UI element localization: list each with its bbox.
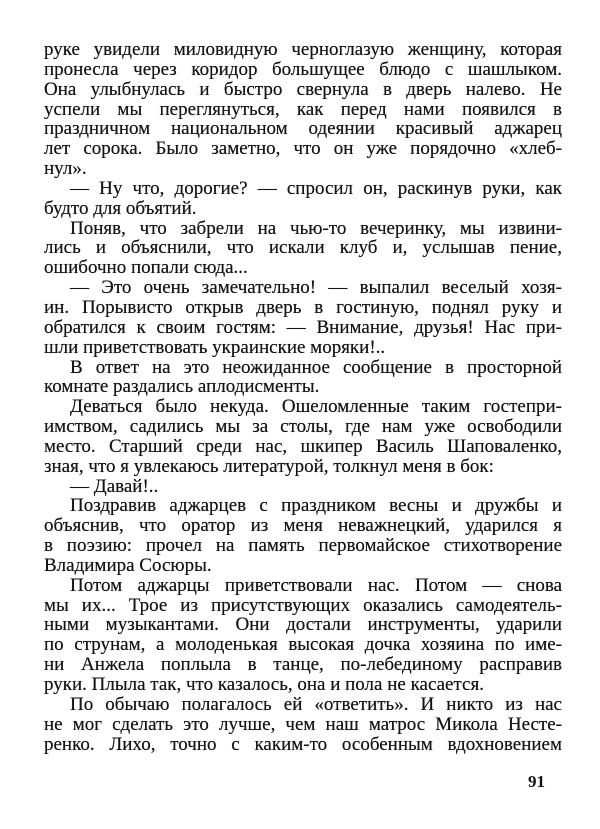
text-line: лись и объяснили, что искали клуб и, услышав пение, bbox=[44, 238, 562, 259]
text-line: ни Анжела поплыла в танце, по-лебединому расправив bbox=[44, 655, 562, 675]
paragraph bbox=[44, 397, 562, 476]
text-line: — Ну что, дорогие? — спросил он, раскинув руки, как bbox=[70, 178, 562, 199]
text-line: руке увидели миловидную черноглазую женщину, которая bbox=[44, 40, 562, 60]
text-line: пронесла через коридор большущее блюдо с шашлыком. bbox=[44, 59, 562, 80]
text-line: — Давай!.. bbox=[70, 475, 159, 497]
text-line: успели мы переглянуться, как перед нами появился в bbox=[44, 99, 562, 120]
text-line: Деваться было некуда. Ошеломленные таким гостепри- bbox=[70, 397, 562, 418]
paragraph bbox=[44, 496, 562, 575]
text-line: комнате раздались аплодисменты. bbox=[44, 376, 320, 398]
text-line: по струнам, а молоденькая высокая дочка хозяина по име- bbox=[44, 635, 562, 656]
text-line: ин. Порывисто открыв дверь в гостиную, поднял руку и bbox=[44, 297, 562, 318]
text-line: Поздравив аджарцев с праздником весны и дружбы и bbox=[70, 496, 562, 517]
text-line: нул». bbox=[44, 158, 87, 180]
book-page-text bbox=[44, 40, 562, 754]
text-line: обратился к своим гостям: — Внимание, друзья! Нас при- bbox=[44, 317, 562, 338]
text-line: место. Старший среди нас, шкипер Василь Шаповаленко, bbox=[44, 436, 562, 457]
text-line: Она улыбнулась и быстро свернула в дверь налево. Не bbox=[44, 79, 562, 100]
text-line: Потом аджарцы приветствовали нас. Потом — снова bbox=[70, 575, 562, 596]
paragraph bbox=[44, 695, 562, 755]
paragraph bbox=[44, 278, 562, 357]
text-line: имством, садились мы за столы, где нам уже освободили bbox=[44, 417, 562, 437]
paragraph bbox=[44, 40, 562, 179]
text-line: не мог сделать это лучше, чем наш матрос Микола Несте- bbox=[44, 714, 562, 735]
text-line: мы их... Трое из присутствующих оказались самодеятель- bbox=[44, 595, 562, 616]
text-line: ренко. Лихо, точно с каким-то особенным вдохновением bbox=[44, 734, 562, 755]
text-line: шли приветствовать украинские моряки!.. bbox=[44, 336, 386, 358]
text-line: будто для объятий. bbox=[44, 197, 197, 219]
text-line: По обычаю полагалось ей «ответить». И никто из нас bbox=[70, 694, 562, 715]
text-line: ошибочно попали сюда... bbox=[44, 257, 248, 279]
text-line: Владимира Сосюры. bbox=[44, 554, 212, 576]
text-line: ными музыкантами. Они достали инструменты, ударили bbox=[44, 615, 562, 636]
page-number: 91 bbox=[528, 772, 545, 791]
paragraph bbox=[44, 576, 562, 695]
paragraph bbox=[44, 179, 562, 219]
paragraph bbox=[44, 219, 562, 279]
paragraph bbox=[44, 477, 562, 497]
paragraph bbox=[44, 358, 562, 398]
text-line: руки. Плыла так, что казалось, она и пола не касается. bbox=[44, 674, 484, 695]
text-line: В ответ на это неожиданное сообщение в просторной bbox=[70, 357, 562, 378]
text-line: лет сорока. Было заметно, что он уже порядочно «хлеб- bbox=[44, 139, 562, 160]
text-line: в поэзию: прочел на память первомайское стихотворение bbox=[44, 536, 562, 556]
text-line: объяснив, что оратор из меня неважнецкий, ударился я bbox=[44, 516, 562, 537]
text-line: зная, что я увлекаюсь литературой, толкнул меня в бок: bbox=[44, 455, 494, 477]
text-line: — Это очень замечательно! — выпалил веселый хозя- bbox=[70, 278, 562, 298]
text-line: Поняв, что забрели на чью-то вечеринку, мы извини- bbox=[70, 218, 562, 239]
text-line: праздничном национальном одеянии красивый аджарец bbox=[44, 119, 562, 140]
